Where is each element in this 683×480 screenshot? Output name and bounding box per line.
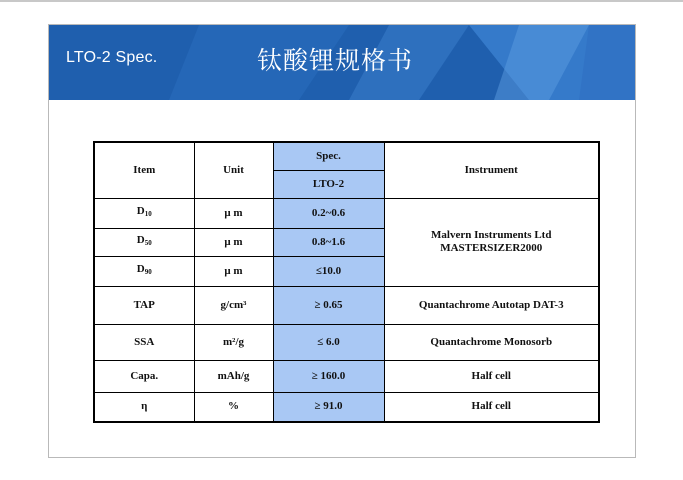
instrument-cell: Quantachrome Monosorb xyxy=(384,324,599,360)
spec-cell: 0.8~1.6 xyxy=(273,228,384,256)
unit-cell: μ m xyxy=(194,198,273,228)
table-row xyxy=(94,198,599,228)
item-cell: SSA xyxy=(94,324,194,360)
slide xyxy=(48,24,636,458)
unit-cell: μ m xyxy=(194,228,273,256)
spec-cell: ≤ 6.0 xyxy=(273,324,384,360)
unit-cell: mAh/g xyxy=(194,360,273,392)
table-row xyxy=(94,360,599,392)
spec-table xyxy=(93,141,600,423)
item-cell: TAP xyxy=(94,286,194,324)
unit-cell: g/cm³ xyxy=(194,286,273,324)
spec-cell: ≥ 160.0 xyxy=(273,360,384,392)
item-cell: $D_{50}$ xyxy=(94,228,194,256)
table-row xyxy=(94,392,599,422)
slide-code: LTO-2 Spec. xyxy=(66,49,158,66)
instrument-line-1: Malvern Instruments Ltd xyxy=(431,229,552,241)
unit-cell: % xyxy=(194,392,273,422)
item-cell: Capa. xyxy=(94,360,194,392)
instrument-cell: Half cell xyxy=(384,360,599,392)
header-instrument: Instrument xyxy=(384,142,599,198)
instrument-cell: Quantachrome Autotap DAT-3 xyxy=(384,286,599,324)
header-spec-grade: LTO-2 xyxy=(273,170,384,198)
spec-cell: ≤10.0 xyxy=(273,256,384,286)
top-rule xyxy=(0,0,683,2)
instrument-cell xyxy=(384,198,599,286)
table-row xyxy=(94,324,599,360)
item-cell: $D_{10}$ xyxy=(94,198,194,228)
unit-cell: μ m xyxy=(194,256,273,286)
unit-cell: m²/g xyxy=(194,324,273,360)
item-cell: η xyxy=(94,392,194,422)
instrument-line-2: MASTERSIZER2000 xyxy=(440,242,543,254)
title-banner xyxy=(49,25,635,100)
item-cell: $D_{90}$ xyxy=(94,256,194,286)
header-spec: Spec. xyxy=(273,142,384,170)
header-item: Item xyxy=(94,142,194,198)
header-unit: Unit xyxy=(194,142,273,198)
spec-cell: ≥ 0.65 xyxy=(273,286,384,324)
spec-cell: 0.2~0.6 xyxy=(273,198,384,228)
instrument-cell: Half cell xyxy=(384,392,599,422)
slide-title: 钛酸锂规格书 xyxy=(257,46,414,75)
spec-cell: ≥ 91.0 xyxy=(273,392,384,422)
table-row xyxy=(94,286,599,324)
